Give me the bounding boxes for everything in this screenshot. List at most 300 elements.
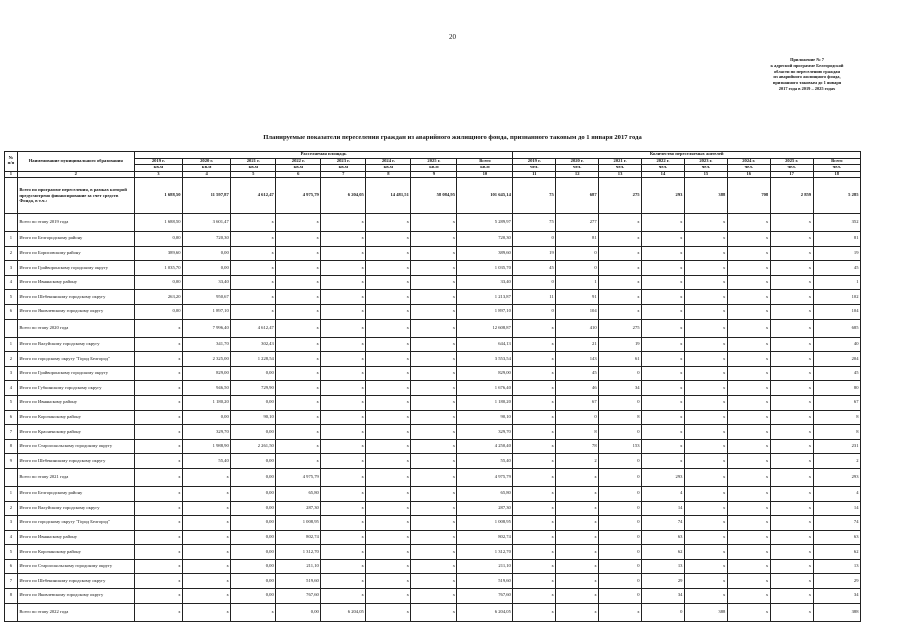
row-value: x xyxy=(411,439,457,454)
row-value: x xyxy=(684,439,727,454)
row-value: 6 204,05 xyxy=(457,603,513,621)
header-year: 2022 г. xyxy=(642,158,685,165)
row-value: x xyxy=(411,381,457,396)
row-value: 0 xyxy=(599,395,642,410)
row-value: 13 xyxy=(813,559,860,574)
row-number: 3 xyxy=(5,366,18,381)
row-number: 7 xyxy=(5,574,18,589)
row-value: x xyxy=(321,410,366,425)
row-number: 7 xyxy=(5,425,18,440)
row-value: 211,10 xyxy=(276,559,321,574)
row-value: x xyxy=(411,454,457,469)
row-value: 0,00 xyxy=(231,425,276,440)
header-col-number: 16 xyxy=(727,171,770,178)
table-row xyxy=(5,559,861,574)
row-value: 293 xyxy=(642,178,685,214)
header-year: 2020 г. xyxy=(183,158,231,165)
row-value: 34 xyxy=(599,381,642,396)
row-value: x xyxy=(642,337,685,352)
header-col-number: 7 xyxy=(321,171,366,178)
table-row xyxy=(5,304,861,319)
row-value: x xyxy=(321,261,366,276)
row-number: 1 xyxy=(5,232,18,247)
row-value: 45 xyxy=(813,261,860,276)
row-value: 946,50 xyxy=(183,381,231,396)
header-year: 2019 г. xyxy=(513,158,556,165)
row-value: 1 688,50 xyxy=(134,214,182,232)
row-value: 519,60 xyxy=(276,574,321,589)
row-value: x xyxy=(770,352,813,367)
row-name: Всего по этапу 2020 года xyxy=(17,319,134,337)
row-value: x xyxy=(276,410,321,425)
row-value: x xyxy=(366,232,411,247)
row-value: x xyxy=(231,261,276,276)
row-value: 4 xyxy=(642,486,685,501)
row-value: 0,00 xyxy=(276,603,321,621)
row-value: x xyxy=(411,589,457,604)
resettlement-table xyxy=(4,151,861,622)
row-number xyxy=(5,319,18,337)
row-value: x xyxy=(411,352,457,367)
header-col-number: 18 xyxy=(813,171,860,178)
row-value: x xyxy=(770,366,813,381)
row-number xyxy=(5,214,18,232)
row-value: x xyxy=(684,232,727,247)
row-value: x xyxy=(366,214,411,232)
row-value: 19 xyxy=(599,337,642,352)
row-value: 1 008,95 xyxy=(457,516,513,531)
row-value: 0 xyxy=(599,559,642,574)
row-value: x xyxy=(276,337,321,352)
row-value: x xyxy=(134,530,182,545)
row-value: 0,00 xyxy=(134,275,182,290)
row-value: x xyxy=(556,501,599,516)
row-value: 101 645,14 xyxy=(457,178,513,214)
row-value: 211,10 xyxy=(457,559,513,574)
row-value: x xyxy=(770,246,813,261)
header-unit-area: кв.м xyxy=(276,165,321,172)
row-value: x xyxy=(513,395,556,410)
row-value: x xyxy=(513,410,556,425)
row-value: 519,60 xyxy=(457,574,513,589)
row-value: x xyxy=(513,366,556,381)
header-year: 2025 г. xyxy=(770,158,813,165)
appendix-line: области по переселению граждан xyxy=(773,68,841,74)
row-value: 341,70 xyxy=(183,337,231,352)
row-value: x xyxy=(770,261,813,276)
row-name: Всего по этапу 2021 года xyxy=(17,468,134,486)
row-value: 0 xyxy=(599,530,642,545)
row-value: 61 xyxy=(599,352,642,367)
row-value: x xyxy=(366,545,411,560)
row-value: 8 xyxy=(599,410,642,425)
row-value: x xyxy=(183,559,231,574)
row-number: 2 xyxy=(5,352,18,367)
table-row xyxy=(5,246,861,261)
header-col-number: 8 xyxy=(366,171,411,178)
row-name: Итого по Валуйскому городскому округу xyxy=(17,337,134,352)
row-value: 67 xyxy=(556,395,599,410)
row-value: 4 250,40 xyxy=(457,439,513,454)
row-value: 0,00 xyxy=(183,246,231,261)
row-value: x xyxy=(134,352,182,367)
header-unit-people: чел. xyxy=(642,165,685,172)
row-value: x xyxy=(134,439,182,454)
row-value: x xyxy=(556,516,599,531)
row-value: x xyxy=(770,290,813,305)
row-value: x xyxy=(134,545,182,560)
row-value: x xyxy=(642,381,685,396)
row-value: 34 xyxy=(642,589,685,604)
row-value: x xyxy=(321,275,366,290)
row-value: x xyxy=(183,468,231,486)
row-value: x xyxy=(231,290,276,305)
row-name: Итого по Корочанскому району xyxy=(17,545,134,560)
header-unit-area: кв.м xyxy=(457,165,513,172)
row-value: 0,00 xyxy=(231,589,276,604)
row-value: x xyxy=(276,425,321,440)
row-value: 80 xyxy=(813,381,860,396)
row-value: x xyxy=(642,261,685,276)
row-value: 1 988,90 xyxy=(183,439,231,454)
row-value: x xyxy=(513,589,556,604)
row-value: x xyxy=(513,439,556,454)
row-value: x xyxy=(770,486,813,501)
row-value: 6 204,05 xyxy=(321,603,366,621)
row-value: x xyxy=(321,559,366,574)
row-value: 4 xyxy=(813,486,860,501)
row-name: Итого по Шебекинскому городскому округу xyxy=(17,454,134,469)
table-row xyxy=(5,425,861,440)
row-value: 67 xyxy=(813,395,860,410)
row-value: x xyxy=(684,589,727,604)
header-col-number: 3 xyxy=(134,171,182,178)
row-value: x xyxy=(556,589,599,604)
row-value: x xyxy=(366,246,411,261)
row-name: Итого по Старооскольскому городскому округу xyxy=(17,559,134,574)
row-value: 65,80 xyxy=(457,486,513,501)
row-value: x xyxy=(684,454,727,469)
row-value: 0,00 xyxy=(183,261,231,276)
row-value: x xyxy=(366,395,411,410)
row-value: x xyxy=(411,337,457,352)
row-name: Итого по Валуйскому городскому округу xyxy=(17,501,134,516)
row-value: 78 xyxy=(556,439,599,454)
header-unit-area: кв.м xyxy=(411,165,457,172)
row-value: x xyxy=(411,261,457,276)
row-value: x xyxy=(366,589,411,604)
row-value: x xyxy=(684,319,727,337)
row-value: 1 312,70 xyxy=(276,545,321,560)
row-value: x xyxy=(684,425,727,440)
row-value: 143 xyxy=(556,352,599,367)
row-value: x xyxy=(642,214,685,232)
row-value: 263,20 xyxy=(134,290,182,305)
row-value: x xyxy=(321,366,366,381)
row-value: x xyxy=(727,395,770,410)
appendix-line: Приложение № 7 xyxy=(790,57,824,62)
row-name: Итого по Грайворонскому городскому округу xyxy=(17,366,134,381)
row-value: 302,43 xyxy=(231,337,276,352)
row-value: 0 xyxy=(556,246,599,261)
row-value: 2 859 xyxy=(770,178,813,214)
row-value: x xyxy=(770,304,813,319)
table-row xyxy=(5,439,861,454)
row-value: x xyxy=(599,275,642,290)
row-value: 5 289,97 xyxy=(457,214,513,232)
header-col-number: 2 xyxy=(17,171,134,178)
row-name: Итого по Белгородскому району xyxy=(17,486,134,501)
row-value: x xyxy=(134,381,182,396)
header-col-number: 13 xyxy=(599,171,642,178)
row-value: x xyxy=(770,603,813,621)
row-value: 329,70 xyxy=(457,425,513,440)
row-value: x xyxy=(411,516,457,531)
header-col-number: 9 xyxy=(411,171,457,178)
header-year: 2025 г. xyxy=(411,158,457,165)
row-value: x xyxy=(770,454,813,469)
row-value: x xyxy=(770,501,813,516)
row-value: 4 612,47 xyxy=(231,319,276,337)
row-value: x xyxy=(684,410,727,425)
row-value: x xyxy=(321,574,366,589)
row-value: x xyxy=(321,337,366,352)
row-value: 55,40 xyxy=(183,454,231,469)
row-value: x xyxy=(321,214,366,232)
row-value: 1 035,70 xyxy=(457,261,513,276)
row-value: x xyxy=(684,337,727,352)
row-value: 389,60 xyxy=(457,246,513,261)
row-value: x xyxy=(727,410,770,425)
row-value: 720,30 xyxy=(183,232,231,247)
row-value: 1 676,40 xyxy=(457,381,513,396)
row-value: 1 897,10 xyxy=(457,304,513,319)
appendix-line: из аварийного жилищного фонда, xyxy=(773,74,841,80)
row-value: x xyxy=(411,468,457,486)
row-value: x xyxy=(727,352,770,367)
row-value: x xyxy=(366,425,411,440)
row-value: x xyxy=(231,214,276,232)
row-value: x xyxy=(642,425,685,440)
row-value: x xyxy=(642,275,685,290)
row-value: x xyxy=(276,275,321,290)
row-value: x xyxy=(321,454,366,469)
row-value: x xyxy=(684,501,727,516)
row-value: 90,10 xyxy=(231,410,276,425)
row-value: 74 xyxy=(813,516,860,531)
row-value: 6 204,05 xyxy=(321,178,366,214)
row-value: 19 xyxy=(813,246,860,261)
row-value: 153 xyxy=(599,439,642,454)
row-value: x xyxy=(321,501,366,516)
table-row xyxy=(5,589,861,604)
header-year: 2024 г. xyxy=(366,158,411,165)
row-value: x xyxy=(727,516,770,531)
header-unit-people: чел. xyxy=(513,165,556,172)
row-value: x xyxy=(727,290,770,305)
row-value: x xyxy=(134,425,182,440)
row-value: x xyxy=(231,232,276,247)
row-value: x xyxy=(183,530,231,545)
row-value: 75 xyxy=(513,178,556,214)
row-name: Итого по Яковлевскому городскому округу xyxy=(17,304,134,319)
row-value: 277 xyxy=(556,214,599,232)
row-value: x xyxy=(599,246,642,261)
row-name: Итого по Яковлевскому городскому округу xyxy=(17,589,134,604)
row-value: 3 553,54 xyxy=(457,352,513,367)
row-value: x xyxy=(727,486,770,501)
row-value: 19 xyxy=(513,246,556,261)
row-value: x xyxy=(684,246,727,261)
row-value: x xyxy=(770,395,813,410)
row-value: 3 601,47 xyxy=(183,214,231,232)
row-value: x xyxy=(513,337,556,352)
header-people-group: Количество переселяемых жителей xyxy=(513,152,861,159)
row-value: 293 xyxy=(642,468,685,486)
row-value: x xyxy=(770,275,813,290)
row-value: x xyxy=(411,574,457,589)
row-value: x xyxy=(727,366,770,381)
row-value: x xyxy=(770,337,813,352)
row-value: x xyxy=(366,304,411,319)
header-year: 2022 г. xyxy=(276,158,321,165)
row-value: 388 xyxy=(684,178,727,214)
row-value: x xyxy=(599,214,642,232)
row-name: Итого по Белгородскому району xyxy=(17,232,134,247)
row-value: x xyxy=(321,352,366,367)
row-value: 388 xyxy=(813,603,860,621)
row-number: 4 xyxy=(5,381,18,396)
row-value: x xyxy=(770,410,813,425)
row-value: x xyxy=(321,304,366,319)
row-value: 81 xyxy=(556,232,599,247)
header-col-number: 15 xyxy=(684,171,727,178)
row-value: 1 180,20 xyxy=(183,395,231,410)
row-value: x xyxy=(411,275,457,290)
header-col-number: 11 xyxy=(513,171,556,178)
row-value: x xyxy=(276,261,321,276)
row-value: x xyxy=(727,425,770,440)
row-value: 74 xyxy=(642,516,685,531)
row-value: x xyxy=(642,232,685,247)
stage-total-row xyxy=(5,603,861,621)
row-value: x xyxy=(727,574,770,589)
row-number: 6 xyxy=(5,304,18,319)
header-year: 2021 г. xyxy=(231,158,276,165)
row-value: 4 612,47 xyxy=(231,178,276,214)
row-value: x xyxy=(642,410,685,425)
row-value: x xyxy=(366,352,411,367)
header-col-number: 14 xyxy=(642,171,685,178)
row-value: x xyxy=(642,246,685,261)
row-value: 81 xyxy=(813,232,860,247)
row-value: x xyxy=(276,232,321,247)
row-value: x xyxy=(770,516,813,531)
row-value: 29 xyxy=(642,574,685,589)
row-value: x xyxy=(684,275,727,290)
row-value: x xyxy=(513,486,556,501)
row-value: 0,00 xyxy=(231,486,276,501)
row-value: 14 481,51 xyxy=(366,178,411,214)
row-value: 0 xyxy=(513,232,556,247)
row-value: 75 xyxy=(513,214,556,232)
row-value: x xyxy=(321,530,366,545)
row-value: 0,00 xyxy=(231,395,276,410)
row-value: 0 xyxy=(642,603,685,621)
header-unit-area: кв.м xyxy=(366,165,411,172)
row-value: x xyxy=(411,246,457,261)
row-value: 62 xyxy=(813,545,860,560)
row-number: 6 xyxy=(5,410,18,425)
row-value: 829,00 xyxy=(457,366,513,381)
row-value: x xyxy=(770,589,813,604)
row-value: x xyxy=(727,589,770,604)
row-value: x xyxy=(411,425,457,440)
row-value: 767,60 xyxy=(457,589,513,604)
appendix-note xyxy=(761,57,853,92)
row-name: Всего по этапу 2022 года xyxy=(17,603,134,621)
row-value: x xyxy=(134,603,182,621)
row-value: 0 xyxy=(599,454,642,469)
row-value: x xyxy=(366,501,411,516)
row-value: x xyxy=(556,468,599,486)
row-value: 46 xyxy=(556,381,599,396)
row-value: 33,40 xyxy=(457,275,513,290)
row-value: 1 312,70 xyxy=(457,545,513,560)
row-value: 644,13 xyxy=(457,337,513,352)
row-value: x xyxy=(134,337,182,352)
row-value: 40 xyxy=(813,337,860,352)
row-value: x xyxy=(276,352,321,367)
row-value: x xyxy=(183,486,231,501)
row-value: 1 213,87 xyxy=(457,290,513,305)
row-value: x xyxy=(513,468,556,486)
header-name: Наименование муниципального образования xyxy=(17,152,134,172)
row-value: x xyxy=(684,486,727,501)
row-value: x xyxy=(411,530,457,545)
row-value: x xyxy=(366,275,411,290)
row-value: x xyxy=(770,232,813,247)
row-value: x xyxy=(411,559,457,574)
row-value: x xyxy=(134,516,182,531)
table-row xyxy=(5,545,861,560)
row-value: x xyxy=(134,501,182,516)
row-value: x xyxy=(276,395,321,410)
row-value: x xyxy=(321,395,366,410)
row-value: 4 975,79 xyxy=(276,468,321,486)
row-value: x xyxy=(513,559,556,574)
row-value: 4 975,79 xyxy=(276,178,321,214)
row-number: 3 xyxy=(5,261,18,276)
row-value: x xyxy=(321,545,366,560)
row-value: x xyxy=(770,319,813,337)
row-value: 720,30 xyxy=(457,232,513,247)
row-value: 0 xyxy=(599,501,642,516)
row-value: 0,00 xyxy=(231,530,276,545)
row-value: x xyxy=(366,366,411,381)
row-value: x xyxy=(366,603,411,621)
row-value: x xyxy=(134,410,182,425)
row-value: x xyxy=(684,545,727,560)
row-value: 0,00 xyxy=(134,232,182,247)
row-value: 352 xyxy=(813,214,860,232)
header-col-number: 4 xyxy=(183,171,231,178)
table-row xyxy=(5,454,861,469)
row-number: 5 xyxy=(5,395,18,410)
row-value: x xyxy=(411,545,457,560)
row-value: x xyxy=(642,290,685,305)
appendix-line: к адресной программе Белгородской xyxy=(770,62,844,68)
